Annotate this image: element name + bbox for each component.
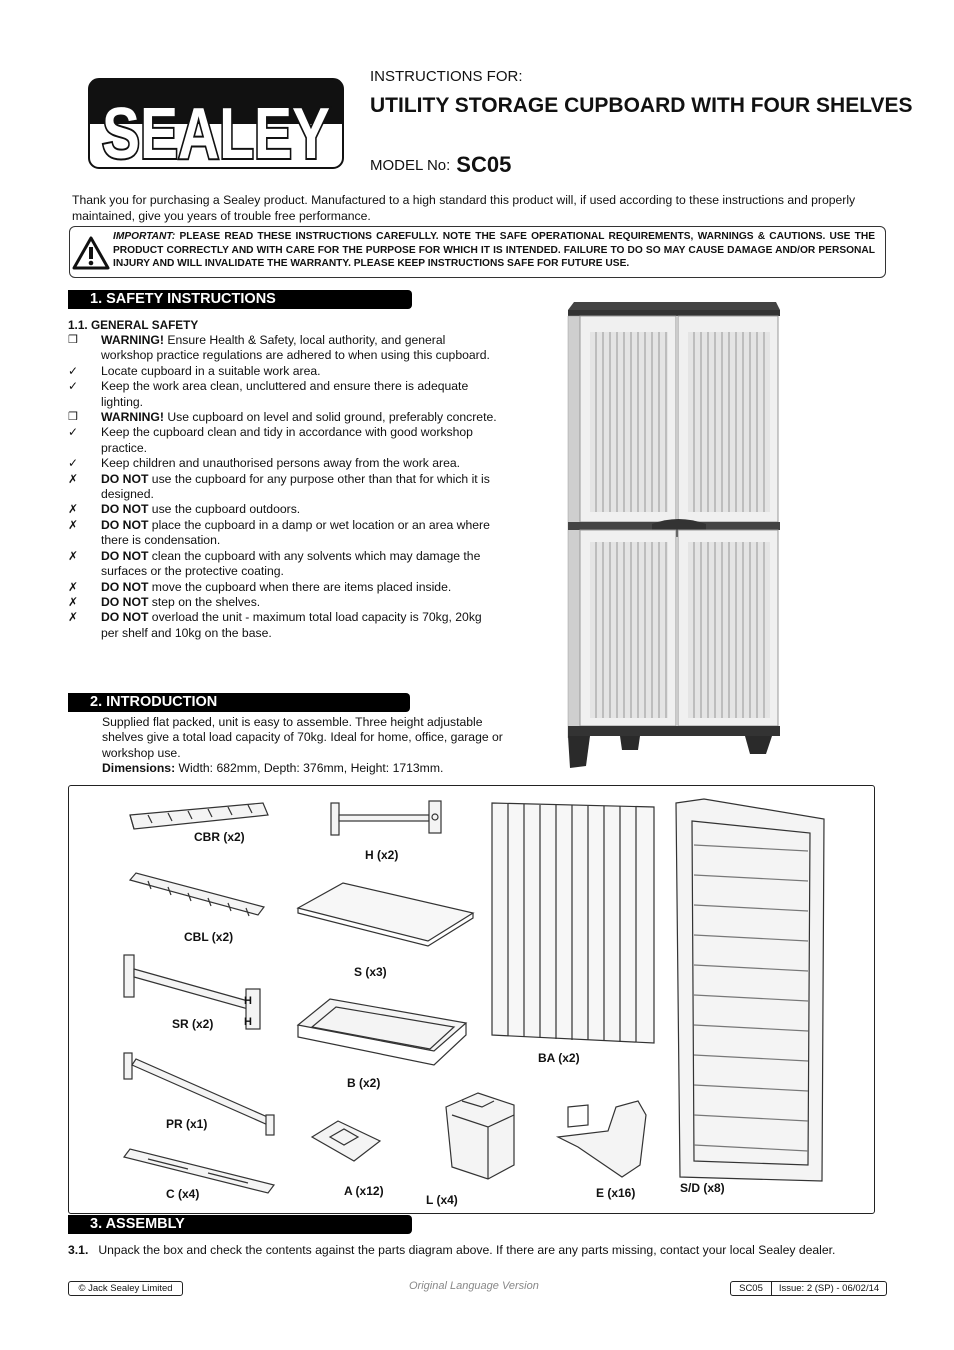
safety-item-emphasis: DO NOT (101, 548, 149, 563)
safety-item (68, 410, 498, 425)
part-cbr-drawing (130, 803, 268, 829)
part-cbl-drawing (130, 873, 264, 916)
safety-item-text: clean the cupboard with any solvents which may damage the surfaces or the protective coating. (101, 548, 481, 579)
instructions-for-label: INSTRUCTIONS FOR: (370, 68, 523, 85)
page-title: UTILITY STORAGE CUPBOARD WITH FOUR SHELVES (370, 94, 913, 117)
safety-item (68, 502, 498, 517)
safety-item-text: Locate cupboard in a suitable work area. (101, 363, 321, 378)
safety-item (68, 425, 498, 456)
safety-item-emphasis: WARNING! (101, 333, 164, 347)
parts-diagram (68, 785, 873, 1212)
part-sr-h-mark-2: H (244, 1016, 252, 1028)
safety-item-emphasis: DO NOT (101, 579, 149, 594)
assembly-step-3-1 (68, 1243, 898, 1257)
part-b-drawing (298, 999, 466, 1065)
checkbox-icon: ❒ (68, 411, 78, 424)
safety-item-text: use the cupboard outdoors. (148, 502, 301, 517)
checkbox-icon: ❒ (68, 334, 78, 346)
part-label-h: H (x2) (365, 848, 399, 862)
safety-item-text: Keep the cupboard clean and tidy in accordance with good workshop practice. (101, 425, 473, 455)
introduction-text (102, 715, 522, 777)
safety-item (68, 472, 498, 503)
thank-you-text: Thank you for purchasing a Sealey product. Manufactured to a high standard this product will, if used according to these instructions and properly maintained, give you years of trouble free performance. (72, 193, 856, 223)
warning-body: PLEASE READ THESE INSTRUCTIONS CAREFULLY. NOTE THE SAFE OPERATIONAL REQUIREMENTS, WARNINGS & CAUTIONS. USE THE PRODUCT CORRECTLY AND WITH CARE FOR THE PURPOSE FOR WHICH IT IS INTENDED. FAILURE TO DO SO MAY CAUSE DAMAGE AND/OR PERSONAL INJURY AND WILL INVALIDATE THE WARRANTY. PLEASE KEEP INSTRUCTIONS SAFE FOR FUTURE USE. (113, 231, 875, 269)
section-assembly-heading: 3. ASSEMBLY (68, 1215, 412, 1234)
safety-item-emphasis: DO NOT (101, 471, 149, 486)
safety-item-text: Use cupboard on level and solid ground, preferably concrete. (163, 410, 497, 425)
safety-list (68, 318, 498, 641)
safety-item (68, 595, 498, 610)
check-icon: ✓ (68, 379, 79, 394)
safety-item-text: overload the unit - maximum total load capacity is 70kg, 20kg per shelf and 10kg on the base. (101, 610, 482, 640)
model-number: SC05 (456, 152, 512, 177)
safety-item-text: move the cupboard when there are items placed inside. (148, 579, 452, 594)
model-line (370, 152, 511, 178)
section-introduction-heading: 2. INTRODUCTION (68, 693, 410, 712)
part-label-ba: BA (x2) (538, 1051, 580, 1065)
safety-item (68, 549, 498, 580)
introduction-body: Supplied flat packed, unit is easy to assemble. Three height adjustable shelves give a total load capacity of 70kg. Ideal for home, office, garage or workshop use. (102, 715, 503, 760)
footer-copyright: © Jack Sealey Limited (68, 1281, 183, 1296)
safety-item-text: place the cupboard in a damp or wet location or an area where there is condensation. (101, 517, 490, 548)
important-label: IMPORTANT: (113, 231, 176, 242)
safety-item-emphasis: DO NOT (101, 610, 149, 625)
dimensions-value: Width: 682mm, Depth: 376mm, Height: 1713mm. (175, 761, 444, 776)
dimensions-label: Dimensions: (102, 761, 176, 776)
part-s-drawing (298, 883, 473, 946)
cross-icon: ✗ (68, 610, 79, 625)
safety-item-text: use the cupboard for any purpose other than that for which it is designed. (101, 471, 490, 502)
footer-issue-box (730, 1281, 887, 1296)
part-sd-drawing (676, 799, 824, 1181)
safety-item-text: Keep children and unauthorised persons away from the work area. (101, 456, 461, 471)
part-label-sr: SR (x2) (172, 1017, 214, 1031)
cupboard-illustration (560, 298, 785, 772)
part-ba-drawing (492, 803, 654, 1043)
cross-icon: ✗ (68, 517, 79, 532)
cross-icon: ✗ (68, 502, 79, 517)
part-label-c: C (x4) (166, 1187, 200, 1201)
part-label-a: A (x12) (344, 1184, 384, 1198)
part-e-drawing (558, 1101, 646, 1177)
safety-item (68, 333, 498, 364)
cross-icon: ✗ (68, 471, 79, 486)
cross-icon: ✗ (68, 594, 79, 609)
model-label: MODEL No: (370, 157, 451, 174)
part-label-sd: S/D (x8) (680, 1181, 725, 1195)
safety-item (68, 518, 498, 549)
part-label-cbl: CBL (x2) (184, 930, 234, 944)
check-icon: ✓ (68, 456, 79, 471)
safety-item-text: step on the shelves. (148, 594, 261, 609)
safety-item (68, 456, 498, 471)
footer-issue: Issue: 2 (SP) - 06/02/14 (778, 1283, 880, 1294)
warning-triangle-icon (72, 236, 110, 270)
step-number: 3.1. (68, 1243, 89, 1257)
general-safety-heading: 1.1. GENERAL SAFETY (68, 318, 199, 332)
footer-model: SC05 (731, 1282, 772, 1295)
safety-item-emphasis: DO NOT (101, 517, 149, 532)
safety-item (68, 610, 498, 641)
part-label-e: E (x16) (596, 1186, 636, 1200)
safety-item (68, 364, 498, 379)
safety-item-text: Ensure Health & Safety, local authority, and general workshop practice regulations are adhered to when using this cupboard. (101, 333, 490, 363)
warning-text (113, 230, 875, 271)
safety-item (68, 580, 498, 595)
footer-language: Original Language Version (409, 1280, 539, 1292)
check-icon: ✓ (68, 363, 79, 378)
safety-item-emphasis: WARNING! (101, 410, 164, 425)
part-label-l: L (x4) (426, 1193, 458, 1207)
part-label-s: S (x3) (354, 965, 387, 979)
part-h-drawing (331, 801, 441, 835)
safety-item-emphasis: DO NOT (101, 502, 149, 517)
cross-icon: ✗ (68, 579, 79, 594)
step-text: Unpack the box and check the contents against the parts diagram above. If there are any parts missing, contact your local Sealey dealer. (98, 1243, 836, 1257)
part-sr-h-mark-1: H (244, 995, 252, 1007)
part-label-b: B (x2) (347, 1076, 381, 1090)
part-label-cbr: CBR (x2) (194, 830, 245, 844)
safety-item (68, 379, 498, 410)
section-safety-heading: 1. SAFETY INSTRUCTIONS (68, 290, 412, 309)
check-icon: ✓ (68, 425, 79, 440)
safety-item-emphasis: DO NOT (101, 594, 149, 609)
part-l-drawing (446, 1093, 514, 1179)
svg-text:SEALEY: SEALEY (102, 94, 330, 174)
part-label-pr: PR (x1) (166, 1117, 208, 1131)
cross-icon: ✗ (68, 548, 79, 563)
safety-item-text: Keep the work area clean, uncluttered and ensure there is adequate lighting. (101, 379, 469, 409)
part-a-drawing (312, 1121, 380, 1161)
sealey-logo (88, 78, 344, 174)
